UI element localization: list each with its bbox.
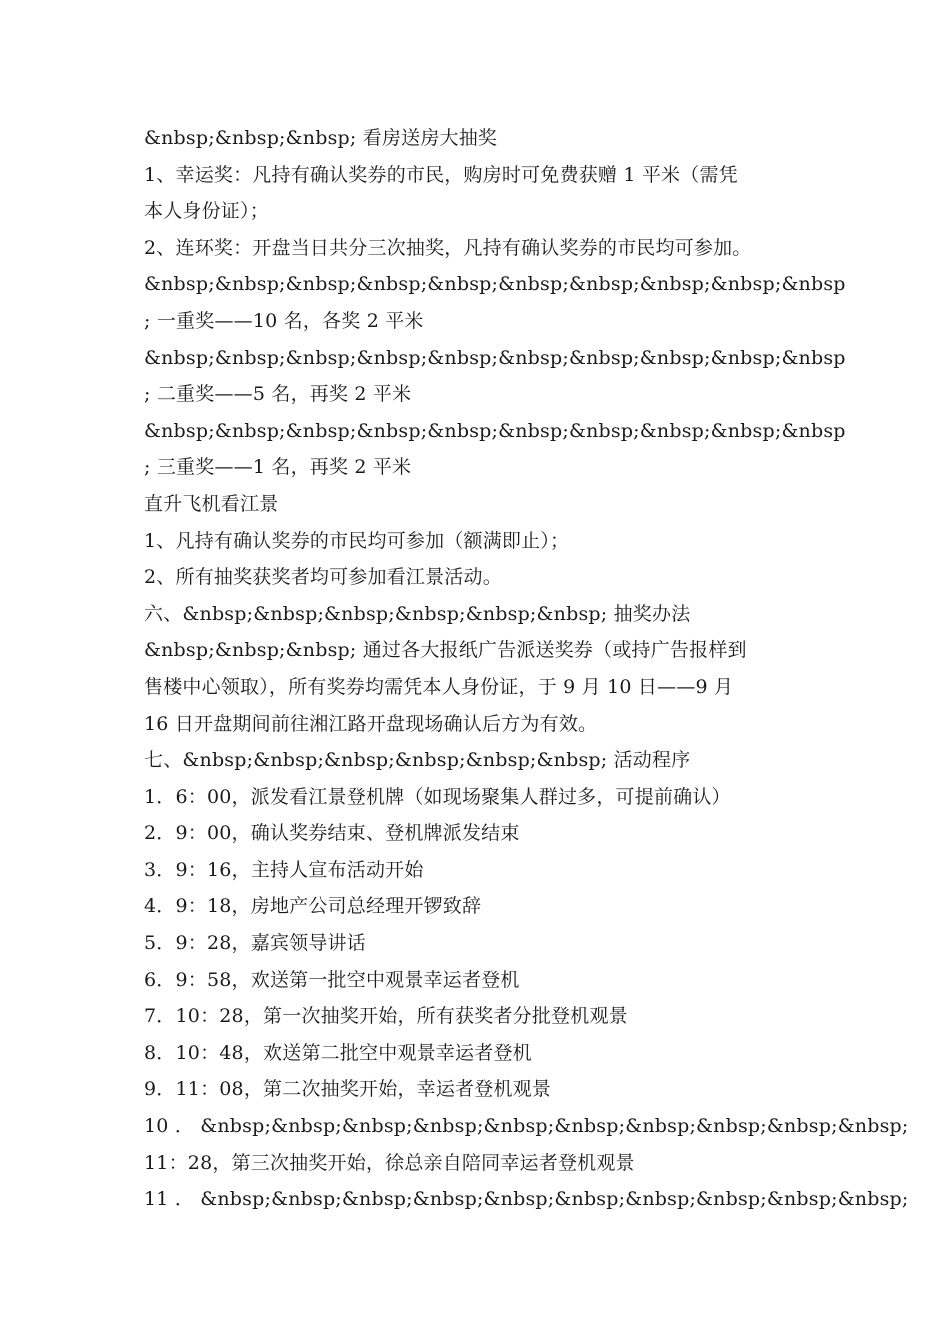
text-line: &nbsp;&nbsp;&nbsp; 看房送房大抽奖 (144, 127, 498, 149)
text-line: 7．10：28，第一次抽奖开始，所有获奖者分批登机观景 (144, 1005, 628, 1028)
text-line: 9．11：08，第二次抽奖开始，幸运者登机观景 (144, 1078, 552, 1101)
text-line: 1．6：00，派发看江景登机牌（如现场聚集人群过多，可提前确认） (144, 785, 731, 808)
text-line: 七、&nbsp;&nbsp;&nbsp;&nbsp;&nbsp;&nbsp; 活动程序 (144, 749, 691, 772)
text-line: 1、幸运奖：凡持有确认奖券的市民，购房时可免费获赠 1 平米（需凭 (144, 163, 738, 186)
text-line: 售楼中心领取），所有奖券均需凭本人身份证，于 9 月 10 日——9 月 (144, 675, 734, 698)
text-line: 11 ． &nbsp;&nbsp;&nbsp;&nbsp;&nbsp;&nbsp;&nbsp;&nbsp;&nbsp;&nbsp; (144, 1188, 909, 1211)
text-line: &nbsp;&nbsp;&nbsp;&nbsp;&nbsp;&nbsp;&nbsp;&nbsp;&nbsp;&nbsp (144, 419, 846, 442)
text-line: 2、连环奖：开盘当日共分三次抽奖，凡持有确认奖券的市民均可参加。 (144, 236, 752, 259)
text-line: 2．9：00，确认奖券结束、登机牌派发结束 (144, 822, 520, 845)
text-line: 8．10：48，欢送第二批空中观景幸运者登机 (144, 1041, 532, 1064)
text-line: 直升飞机看江景 (144, 492, 279, 515)
text-line: 1、凡持有确认奖券的市民均可参加（额满即止）； (144, 529, 570, 552)
text-line: &nbsp;&nbsp;&nbsp; 通过各大报纸广告派送奖券（或持广告报样到 (144, 639, 747, 662)
text-line: ; 三重奖——1 名，再奖 2 平米 (144, 456, 412, 479)
document-body (144, 120, 909, 1218)
text-line: 16 日开盘期间前往湘江路开盘现场确认后方为有效。 (144, 712, 598, 735)
text-line: ; 二重奖——5 名，再奖 2 平米 (144, 383, 412, 406)
text-line: 六、&nbsp;&nbsp;&nbsp;&nbsp;&nbsp;&nbsp; 抽奖办法 (144, 602, 691, 625)
text-line: 2、所有抽奖获奖者均可参加看江景活动。 (144, 566, 502, 589)
text-line: ; 一重奖——10 名，各奖 2 平米 (144, 309, 424, 332)
text-line: 3．9：16，主持人宣布活动开始 (144, 858, 424, 881)
text-line: 4．9：18，房地产公司总经理开锣致辞 (144, 895, 482, 918)
text-line: 6．9：58，欢送第一批空中观景幸运者登机 (144, 968, 520, 991)
text-line: 11：28，第三次抽奖开始，徐总亲自陪同幸运者登机观景 (144, 1151, 635, 1174)
text-line: &nbsp;&nbsp;&nbsp;&nbsp;&nbsp;&nbsp;&nbsp;&nbsp;&nbsp;&nbsp (144, 273, 846, 296)
text-line: 5．9：28，嘉宾领导讲话 (144, 932, 366, 955)
text-line: &nbsp;&nbsp;&nbsp;&nbsp;&nbsp;&nbsp;&nbsp;&nbsp;&nbsp;&nbsp (144, 346, 846, 369)
text-line: 本人身份证）； (144, 200, 269, 223)
text-line: 10 ． &nbsp;&nbsp;&nbsp;&nbsp;&nbsp;&nbsp;&nbsp;&nbsp;&nbsp;&nbsp; (144, 1115, 909, 1138)
